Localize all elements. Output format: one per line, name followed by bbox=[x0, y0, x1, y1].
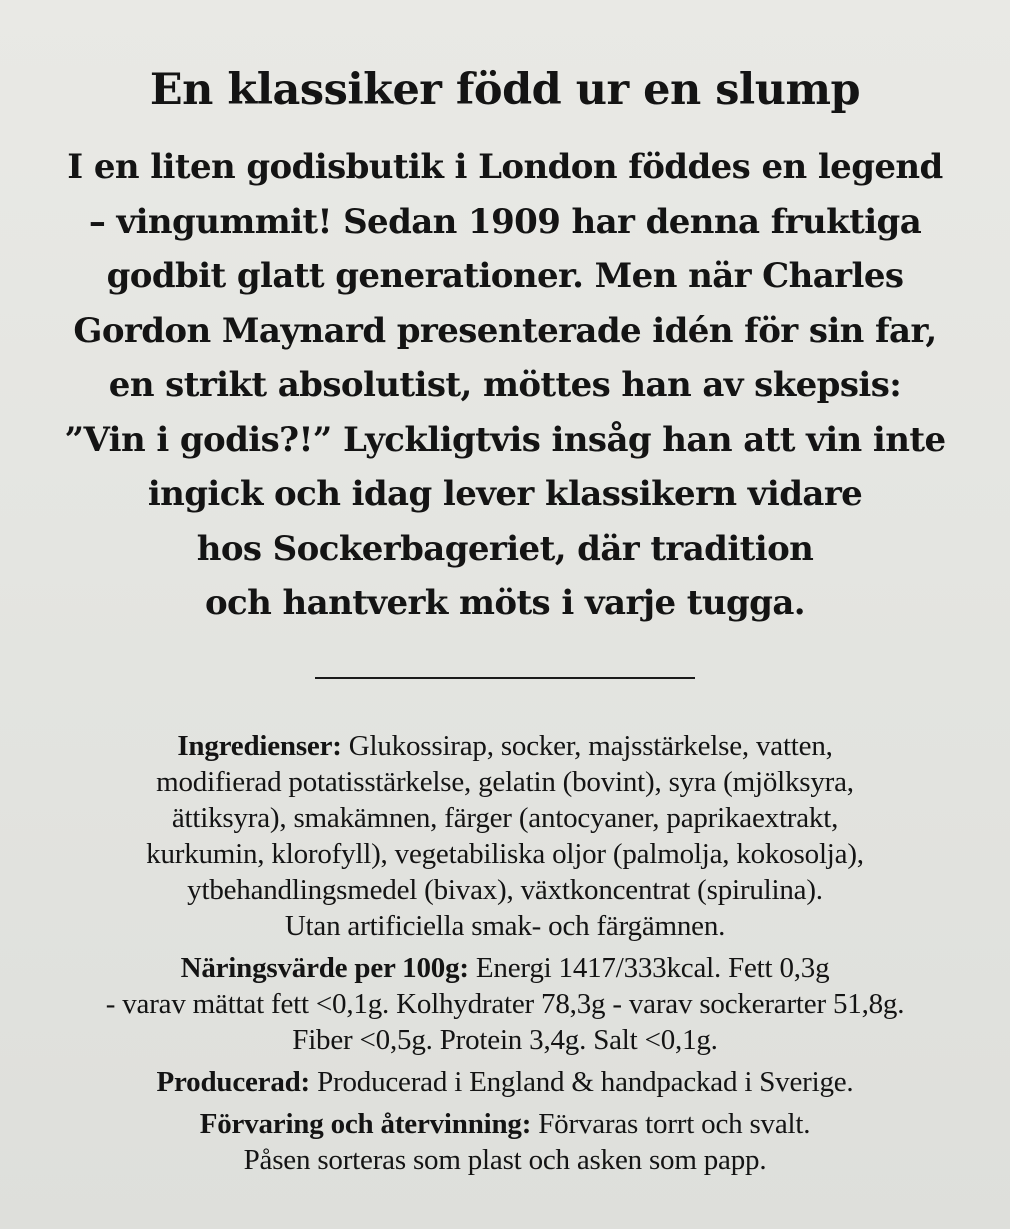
nutrition-line bbox=[10, 950, 1000, 986]
storage-text: Förvaras torrt och svalt. bbox=[531, 1108, 811, 1140]
story-line: och hantverk möts i varje tugga. bbox=[204, 583, 805, 623]
storage-line bbox=[10, 1106, 1000, 1142]
ingredients-label: Ingredienser: bbox=[177, 730, 342, 762]
ingredients-section bbox=[10, 728, 1000, 944]
nutrition-label: Näringsvärde per 100g: bbox=[180, 952, 469, 984]
story-line: – vingummit! Sedan 1909 har denna fruktiga bbox=[88, 201, 922, 242]
production-text: Producerad i England & handpackad i Sverige. bbox=[310, 1066, 854, 1098]
production-line bbox=[10, 1064, 1000, 1100]
ingredients-line bbox=[10, 728, 1000, 764]
storage-line: Påsen sorteras som plast och asken som papp. bbox=[243, 1144, 767, 1176]
production-section bbox=[10, 1064, 1000, 1100]
storage-section bbox=[10, 1106, 1000, 1178]
storage-label: Förvaring och återvinning: bbox=[199, 1108, 532, 1140]
ingredients-line: ättiksyra), smakämnen, färger (antocyaner, paprikaextrakt, bbox=[171, 802, 839, 834]
story-line: godbit glatt generationer. Men när Charles bbox=[106, 256, 904, 296]
ingredients-line: kurkumin, klorofyll), vegetabiliska oljor (palmolja, kokosolja), bbox=[146, 838, 864, 870]
ingredients-line: ytbehandlingsmedel (bivax), växtkoncentrat (spirulina). bbox=[187, 874, 823, 906]
ingredients-line: modifierad potatisstärkelse, gelatin (bovint), syra (mjölksyra, bbox=[156, 766, 854, 798]
section-divider bbox=[315, 677, 695, 679]
product-facts bbox=[10, 728, 1000, 1178]
nutrition-line: - varav mättat fett <0,1g. Kolhydrater 78,3g - varav sockerarter 51,8g. bbox=[105, 988, 905, 1020]
story-line: en strikt absolutist, möttes han av skepsis: bbox=[108, 365, 902, 405]
ingredients-text: Glukossirap, socker, majsstärkelse, vatten, bbox=[341, 730, 833, 762]
production-label: Producerad: bbox=[156, 1066, 311, 1098]
page-title: En klassiker född ur en slump bbox=[149, 65, 861, 115]
story-paragraph bbox=[20, 140, 990, 631]
nutrition-section bbox=[10, 950, 1000, 1058]
story-line: Gordon Maynard presenterade idén för sin far, bbox=[73, 310, 937, 351]
nutrition-line: Fiber <0,5g. Protein 3,4g. Salt <0,1g. bbox=[292, 1024, 718, 1056]
ingredients-line: Utan artificiella smak- och färgämnen. bbox=[284, 910, 726, 942]
story-line: I en liten godisbutik i London föddes en legend bbox=[67, 147, 943, 187]
story-line: hos Sockerbageriet, där tradition bbox=[196, 528, 814, 569]
story-line: ”Vin i godis?!” Lyckligtvis insåg han att vin inte bbox=[64, 419, 946, 460]
nutrition-text: Energi 1417/333kcal. Fett 0,3g bbox=[468, 952, 830, 984]
story-line: ingick och idag lever klassikern vidare bbox=[147, 474, 863, 514]
